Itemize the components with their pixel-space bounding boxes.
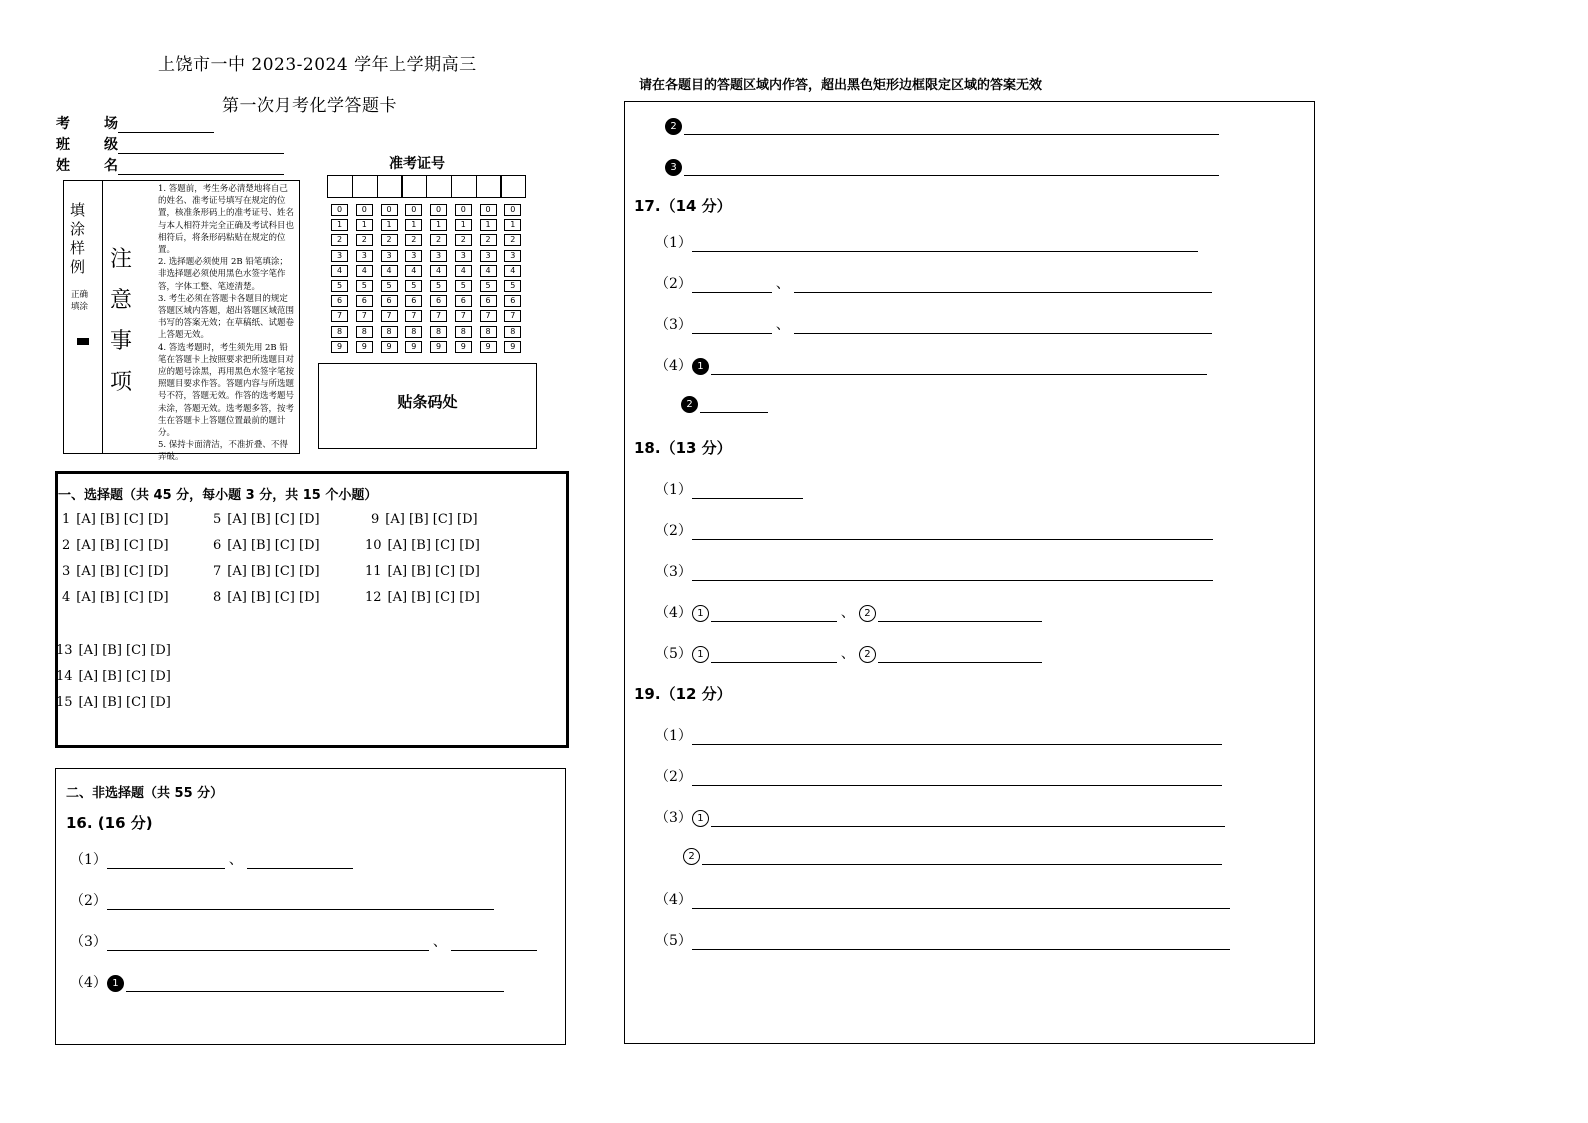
mc-options[interactable]: [A] [B] [C] [D] <box>387 590 480 605</box>
exam-room-line[interactable] <box>118 118 214 133</box>
q18-p1-answer[interactable] <box>692 483 803 499</box>
q17-p2-sep: 、 <box>775 276 790 292</box>
correct-label-1: 正确 <box>71 290 89 300</box>
exam-id-digit-bubble[interactable]: 6 <box>430 295 447 307</box>
exam-id-digit-bubble[interactable]: 6 <box>405 295 422 307</box>
q19-part3 <box>655 807 1225 827</box>
exam-id-cell[interactable] <box>426 175 452 198</box>
exam-room-label-b: 场 <box>104 116 118 132</box>
exam-id-digit-bubble[interactable]: 2 <box>455 234 472 246</box>
q16-p1-sep: 、 <box>228 852 243 868</box>
exam-id-digit-bubble[interactable]: 7 <box>504 310 521 322</box>
q17-part2 <box>655 273 1212 293</box>
exam-id-digit-bubble[interactable]: 9 <box>405 341 422 353</box>
q17-p2-answer-b[interactable] <box>794 277 1212 293</box>
q18-part1 <box>655 479 803 499</box>
exam-id-digit-bubble[interactable]: 4 <box>430 265 447 277</box>
notice-divider <box>102 181 103 453</box>
exam-id-cell[interactable] <box>401 175 427 198</box>
exam-id-cell[interactable] <box>476 175 502 198</box>
exam-id-label: 准考证号 <box>389 156 445 172</box>
mc-options[interactable]: [A] [B] [C] [D] <box>76 512 169 527</box>
exam-id-digit-bubble[interactable]: 8 <box>504 326 521 338</box>
notice-item-4: 4. 答选考题时，考生须先用 2B 铅笔在答题卡上按照要求把所选题目对应的题号涂黑，再用黑色水签字笔按照题目要求作答。答题内容与所选题号不符，答题无效。作答的选考题号未涂，答题无效。选考题多答，按考生在答题卡上答题位置最前的题计分。 <box>158 342 295 439</box>
page-title-line1: 上饶市一中 2023-2024 学年上学期高三 <box>158 55 477 75</box>
exam-id-digit-bubble[interactable]: 2 <box>405 234 422 246</box>
exam-id-digit-bubble[interactable]: 6 <box>331 295 348 307</box>
q19-p2-label: （2） <box>655 769 692 785</box>
exam-id-digit-bubble[interactable]: 7 <box>455 310 472 322</box>
q17-part4-2 <box>681 396 768 413</box>
circled-1-icon: 1 <box>692 646 709 663</box>
q19-p4-answer[interactable] <box>692 893 1230 909</box>
q18-p5-answer-2[interactable] <box>878 647 1042 663</box>
q18-p4-sep: 、 <box>840 605 855 621</box>
q17-p1-label: （1） <box>655 235 692 251</box>
mc-number: 7 <box>213 564 222 579</box>
exam-id-digit-bubble[interactable]: 1 <box>405 219 422 231</box>
notice-item-5: 5. 保持卡面清洁，不准折叠、不得弄破。 <box>158 440 288 463</box>
q17-p2-label: （2） <box>655 276 692 292</box>
exam-id-digit-bubble[interactable]: 3 <box>455 250 472 262</box>
q17-part3 <box>655 314 1212 334</box>
q17-p4-label: （4） <box>655 358 692 374</box>
q16-p3-sep: 、 <box>432 934 447 950</box>
exam-id-digit-bubble[interactable]: 9 <box>331 341 348 353</box>
exam-room-label-a: 考 <box>56 116 70 132</box>
exam-id-digit-bubble[interactable]: 5 <box>381 280 398 292</box>
q19-p3-label: （3） <box>655 810 692 826</box>
class-line[interactable] <box>118 139 284 154</box>
q19-p3-answer-2[interactable] <box>702 849 1222 865</box>
exam-id-digit-bubble[interactable]: 4 <box>356 265 373 277</box>
exam-id-digit-bubble[interactable]: 3 <box>430 250 447 262</box>
q18-p1-label: （1） <box>655 482 692 498</box>
exam-id-digit-bubble[interactable]: 7 <box>430 310 447 322</box>
exam-id-digit-bubble[interactable]: 5 <box>356 280 373 292</box>
notice-title: 注意事项 <box>110 247 133 395</box>
mc-options[interactable]: [A] [B] [C] [D] <box>78 669 171 684</box>
exam-id-digit-bubble[interactable]: 0 <box>504 204 521 216</box>
exam-id-digit-bubble[interactable]: 2 <box>504 234 521 246</box>
class-label-a: 班 <box>56 137 70 153</box>
circled-1-icon: 1 <box>692 810 709 827</box>
circled-1-icon: 1 <box>107 975 124 992</box>
q16-cont-3-answer[interactable] <box>684 160 1219 176</box>
mc-number: 3 <box>62 564 71 579</box>
exam-id-digit-bubble[interactable]: 5 <box>331 280 348 292</box>
q16-part4 <box>70 972 504 992</box>
q16-cont-3 <box>665 159 1219 176</box>
circled-1-icon: 1 <box>692 605 709 622</box>
exam-id-digit-bubble[interactable]: 6 <box>455 295 472 307</box>
mc-options[interactable]: [A] [B] [C] [D] <box>78 695 171 710</box>
mc-number: 1 <box>62 512 71 527</box>
q18-p4-label: （4） <box>655 605 692 621</box>
notice-text <box>158 183 294 464</box>
q18-part3 <box>655 561 1213 581</box>
mc-number: 12 <box>365 590 382 605</box>
exam-id-digit-bubble[interactable]: 5 <box>430 280 447 292</box>
mc-question-9 <box>371 512 478 527</box>
exam-id-digit-bubble[interactable]: 6 <box>480 295 497 307</box>
q19-part1 <box>655 725 1222 745</box>
exam-id-digit-bubble[interactable]: 4 <box>480 265 497 277</box>
exam-id-digit-bubble[interactable]: 7 <box>405 310 422 322</box>
q17-p4-answer-1[interactable] <box>711 359 1207 375</box>
mc-question-1 <box>62 512 169 527</box>
q17-p1-answer[interactable] <box>692 236 1198 252</box>
exam-id-digit-bubble[interactable]: 8 <box>480 326 497 338</box>
mc-number: 14 <box>56 669 73 684</box>
name-field[interactable] <box>56 155 284 175</box>
exam-id-digit-bubble[interactable]: 3 <box>480 250 497 262</box>
q18-p5-sep: 、 <box>840 646 855 662</box>
exam-id-digit-bubble[interactable]: 7 <box>331 310 348 322</box>
q19-part5 <box>655 930 1230 950</box>
barcode-label: 贴条码处 <box>397 393 458 411</box>
mc-question-2 <box>62 538 169 553</box>
section1-title: 一、选择题（共 45 分，每小题 3 分，共 15 个小题） <box>58 488 378 503</box>
q16-p3-label: （3） <box>70 934 107 950</box>
notice-item-3: 3. 考生必须在答题卡各题目的规定答题区域内答题，超出答题区域范围书写的答案无效；在草稿纸、试题卷上答题无效。 <box>158 293 295 341</box>
q16-p1-label: （1） <box>70 852 107 868</box>
exam-id-digit-bubble[interactable]: 0 <box>356 204 373 216</box>
mc-options[interactable]: [A] [B] [C] [D] <box>387 538 480 553</box>
exam-id-digit-bubble[interactable]: 1 <box>455 219 472 231</box>
exam-id-digit-bubble[interactable]: 5 <box>405 280 422 292</box>
mc-number: 11 <box>365 564 382 579</box>
exam-id-cell[interactable] <box>352 175 378 198</box>
mc-number: 13 <box>56 643 73 658</box>
mc-question-11 <box>365 564 480 579</box>
exam-id-digit-bubble[interactable]: 6 <box>381 295 398 307</box>
q18-p2-label: （2） <box>655 523 692 539</box>
q17-p3-sep: 、 <box>775 317 790 333</box>
mc-number: 10 <box>365 538 382 553</box>
exam-id-digit-bubble[interactable]: 0 <box>455 204 472 216</box>
exam-id-digit-bubble[interactable]: 0 <box>430 204 447 216</box>
q16-p4-answer[interactable] <box>126 976 504 992</box>
mc-question-14 <box>56 669 171 684</box>
mc-options[interactable]: [A] [B] [C] [D] <box>227 564 320 579</box>
exam-id-digit-bubble[interactable]: 2 <box>356 234 373 246</box>
q19-part3-2 <box>683 848 1222 865</box>
exam-id-digit-bubble[interactable]: 3 <box>381 250 398 262</box>
notice-item-1: 1. 答题前，考生务必清楚地将自己的姓名、准考证号填写在规定的位置，核准条形码上的准考证号、姓名与本人相符并完全正确及考试科目也相符后，将条形码粘贴在规定的位置。 <box>158 184 295 256</box>
q19-p2-answer[interactable] <box>692 770 1222 786</box>
q17-heading: 17.（14 分） <box>634 197 732 215</box>
exam-id-digit-bubble[interactable]: 3 <box>405 250 422 262</box>
q19-p4-label: （4） <box>655 892 692 908</box>
mc-options[interactable]: [A] [B] [C] [D] <box>387 564 480 579</box>
q18-p4-answer-2[interactable] <box>878 606 1042 622</box>
q16-part3 <box>70 931 537 951</box>
section2-title: 二、非选择题（共 55 分） <box>66 786 224 801</box>
exam-id-cell[interactable] <box>377 175 403 198</box>
mc-number: 5 <box>213 512 222 527</box>
exam-id-digit-bubble[interactable]: 8 <box>331 326 348 338</box>
mc-options[interactable]: [A] [B] [C] [D] <box>227 590 320 605</box>
q18-p5-answer-1[interactable] <box>711 647 837 663</box>
class-label-b: 级 <box>104 137 118 153</box>
exam-id-digit-bubble[interactable]: 1 <box>331 219 348 231</box>
q19-p1-answer[interactable] <box>692 729 1222 745</box>
q16-heading: 16. (16 分) <box>66 814 153 832</box>
exam-id-digit-bubble[interactable]: 0 <box>331 204 348 216</box>
mc-question-7 <box>213 564 320 579</box>
circled-2-icon: 2 <box>859 646 876 663</box>
q17-p2-answer-a[interactable] <box>692 277 772 293</box>
circled-2-icon: 2 <box>681 396 698 413</box>
q16-p2-label: （2） <box>70 893 107 909</box>
q18-p4-answer-1[interactable] <box>711 606 837 622</box>
q18-part5 <box>655 643 1042 663</box>
q18-heading: 18.（13 分） <box>634 439 732 457</box>
exam-id-digit-bubble[interactable]: 8 <box>455 326 472 338</box>
q17-p3-label: （3） <box>655 317 692 333</box>
exam-id-digit-bubble[interactable]: 0 <box>480 204 497 216</box>
mc-question-6 <box>213 538 320 553</box>
exam-id-digit-bubble[interactable]: 4 <box>455 265 472 277</box>
name-line[interactable] <box>118 160 284 175</box>
class-field[interactable] <box>56 134 284 154</box>
q18-p3-label: （3） <box>655 564 692 580</box>
q19-p5-answer[interactable] <box>692 934 1230 950</box>
mc-options[interactable]: [A] [B] [C] [D] <box>227 538 320 553</box>
barcode-area <box>318 363 537 449</box>
q16-part2 <box>70 890 494 910</box>
q16-cont-2-answer[interactable] <box>684 119 1219 135</box>
exam-id-digit-bubble[interactable]: 3 <box>331 250 348 262</box>
name-label-a: 姓 <box>56 158 70 174</box>
circled-2-icon: 2 <box>665 118 682 135</box>
q19-part4 <box>655 889 1230 909</box>
q18-p5-label: （5） <box>655 646 692 662</box>
exam-id-digit-bubble[interactable]: 7 <box>356 310 373 322</box>
exam-id-digit-bubble[interactable]: 4 <box>381 265 398 277</box>
q17-part1 <box>655 232 1198 252</box>
q19-p3-answer-1[interactable] <box>711 811 1225 827</box>
exam-id-digit-bubble[interactable]: 9 <box>356 341 373 353</box>
q18-part4 <box>655 602 1042 622</box>
q19-p1-label: （1） <box>655 728 692 744</box>
exam-id-digit-bubble[interactable]: 3 <box>504 250 521 262</box>
mc-number: 8 <box>213 590 222 605</box>
q17-p4-answer-2[interactable] <box>700 397 768 413</box>
fill-sample-label: 填涂样例 <box>70 201 86 276</box>
q19-p5-label: （5） <box>655 933 692 949</box>
mc-number: 6 <box>213 538 222 553</box>
exam-id-digit-bubble[interactable]: 0 <box>381 204 398 216</box>
mc-number: 2 <box>62 538 71 553</box>
exam-id-digit-bubble[interactable]: 8 <box>430 326 447 338</box>
mc-options[interactable]: [A] [B] [C] [D] <box>78 643 171 658</box>
exam-id-digit-bubble[interactable]: 1 <box>356 219 373 231</box>
q16-cont-2 <box>665 118 1219 135</box>
exam-id-cell[interactable] <box>500 175 526 198</box>
mc-options[interactable]: [A] [B] [C] [D] <box>76 590 169 605</box>
exam-id-digit-bubble[interactable]: 9 <box>504 341 521 353</box>
exam-id-digit-bubble[interactable]: 2 <box>430 234 447 246</box>
exam-id-digit-bubble[interactable]: 5 <box>504 280 521 292</box>
exam-id-digit-bubble[interactable]: 6 <box>504 295 521 307</box>
q16-p3-answer-b[interactable] <box>451 935 537 951</box>
exam-id-digit-bubble[interactable]: 0 <box>405 204 422 216</box>
name-label-b: 名 <box>104 158 118 174</box>
exam-id-digit-bubble[interactable]: 9 <box>480 341 497 353</box>
q16-p3-answer-a[interactable] <box>107 935 429 951</box>
mc-question-5 <box>213 512 320 527</box>
exam-id-cell[interactable] <box>451 175 477 198</box>
exam-id-digit-bubble[interactable]: 4 <box>331 265 348 277</box>
exam-id-digit-bubble[interactable]: 1 <box>504 219 521 231</box>
q18-p2-answer[interactable] <box>692 524 1213 540</box>
exam-id-digit-bubble[interactable]: 7 <box>381 310 398 322</box>
mc-number: 9 <box>371 512 380 527</box>
exam-id-digit-bubble[interactable]: 9 <box>455 341 472 353</box>
q16-p1-answer-b[interactable] <box>247 853 353 869</box>
mc-question-4 <box>62 590 169 605</box>
q19-heading: 19.（12 分） <box>634 685 732 703</box>
q18-part2 <box>655 520 1213 540</box>
exam-id-digit-bubble[interactable]: 9 <box>430 341 447 353</box>
mc-question-3 <box>62 564 169 579</box>
q17-p3-answer-a[interactable] <box>692 318 772 334</box>
exam-id-digit-bubble[interactable]: 1 <box>480 219 497 231</box>
filled-sample-mark <box>77 338 89 345</box>
mc-question-15 <box>56 695 171 710</box>
circled-1-icon: 1 <box>692 358 709 375</box>
exam-id-digit-bubble[interactable]: 8 <box>405 326 422 338</box>
correct-label-2: 填涂 <box>71 302 89 312</box>
page-title-line2: 第一次月考化学答题卡 <box>222 96 397 116</box>
mc-number: 15 <box>56 695 73 710</box>
exam-id-digit-bubble[interactable]: 2 <box>480 234 497 246</box>
circled-2-icon: 2 <box>683 848 700 865</box>
mc-question-10 <box>365 538 480 553</box>
q18-p3-answer[interactable] <box>692 565 1213 581</box>
exam-room-field[interactable] <box>56 113 214 133</box>
q19-part2 <box>655 766 1222 786</box>
exam-id-digit-bubble[interactable]: 5 <box>480 280 497 292</box>
exam-id-digit-bubble[interactable]: 6 <box>356 295 373 307</box>
exam-id-digit-bubble[interactable]: 7 <box>480 310 497 322</box>
q16-p1-answer-a[interactable] <box>107 853 225 869</box>
exam-id-digit-bubble[interactable]: 4 <box>504 265 521 277</box>
mc-options[interactable]: [A] [B] [C] [D] <box>385 512 478 527</box>
exam-id-digit-bubble[interactable]: 8 <box>356 326 373 338</box>
q17-p3-answer-b[interactable] <box>794 318 1212 334</box>
exam-id-digit-bubble[interactable]: 5 <box>455 280 472 292</box>
exam-id-digit-bubble[interactable]: 2 <box>381 234 398 246</box>
q16-part1 <box>70 849 353 869</box>
mc-number: 4 <box>62 590 71 605</box>
q17-part4 <box>655 355 1207 375</box>
exam-id-digit-bubble[interactable]: 9 <box>381 341 398 353</box>
exam-id-digit-bubble[interactable]: 1 <box>381 219 398 231</box>
notice-box <box>63 180 300 463</box>
q16-p4-label: （4） <box>70 975 107 991</box>
notice-item-2: 2. 选择题必须使用 2B 铅笔填涂；非选择题必须使用黑色水签字笔作答，字体工整、笔迹清楚。 <box>158 257 288 292</box>
circled-3-icon: 3 <box>665 159 682 176</box>
mc-options[interactable]: [A] [B] [C] [D] <box>76 538 169 553</box>
q16-p2-answer[interactable] <box>107 894 494 910</box>
correct-fill-label <box>71 289 88 313</box>
mc-options[interactable]: [A] [B] [C] [D] <box>227 512 320 527</box>
answer-area-notice: 请在各题目的答题区域内作答，超出黑色矩形边框限定区域的答案无效 <box>639 78 1043 93</box>
exam-id-digit-bubble[interactable]: 8 <box>381 326 398 338</box>
mc-question-12 <box>365 590 480 605</box>
exam-id-digit-bubble[interactable]: 3 <box>356 250 373 262</box>
exam-id-digit-bubble[interactable]: 2 <box>331 234 348 246</box>
exam-id-digit-bubble[interactable]: 1 <box>430 219 447 231</box>
mc-options[interactable]: [A] [B] [C] [D] <box>76 564 169 579</box>
mc-question-8 <box>213 590 320 605</box>
circled-2-icon: 2 <box>859 605 876 622</box>
exam-id-digit-bubble[interactable]: 4 <box>405 265 422 277</box>
exam-id-cell[interactable] <box>327 175 353 198</box>
mc-question-13 <box>56 643 171 658</box>
